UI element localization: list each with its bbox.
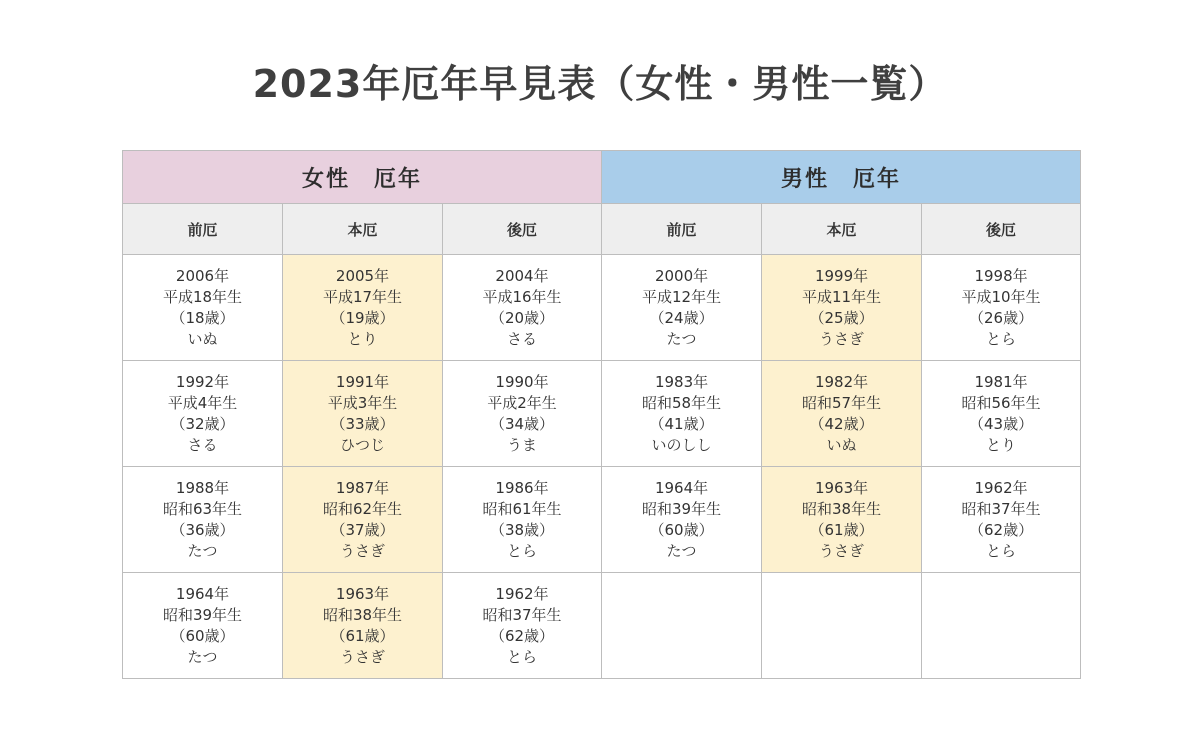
empty-cell: [922, 573, 1081, 679]
cell-era: 昭和63年生: [162, 499, 243, 518]
cell-era: 昭和37年生: [482, 605, 562, 624]
cell-era: 昭和57年生: [801, 393, 882, 412]
cell-age: （20歳）: [489, 308, 555, 327]
cell-zodiac: たつ: [187, 647, 218, 666]
cell-era: 昭和61年生: [482, 499, 562, 518]
female-cell: [123, 573, 283, 679]
cell-age: （61歳）: [809, 520, 874, 539]
female-cell: [283, 573, 443, 679]
cell-era: 平成18年生: [162, 287, 243, 306]
cell-year: 1963年: [814, 478, 869, 497]
cell-era: 昭和38年生: [322, 605, 403, 624]
cell-year: 1986年: [495, 478, 549, 497]
cell-era: 平成16年生: [482, 287, 562, 306]
cell-era: 昭和39年生: [162, 605, 243, 624]
cell-zodiac: とり: [986, 435, 1017, 454]
female-cell: [283, 467, 443, 573]
male-cell: [602, 255, 762, 361]
cell-year: 1998年: [974, 266, 1028, 285]
male-cell: [922, 361, 1081, 467]
cell-zodiac: うま: [507, 435, 538, 454]
cell-zodiac: うさぎ: [819, 329, 865, 348]
cell-age: （43歳）: [969, 414, 1034, 433]
male-group-header: 男性 厄年: [602, 151, 1081, 204]
cell-zodiac: いぬ: [826, 435, 857, 454]
cell-age: （38歳）: [489, 520, 555, 539]
table-row: [123, 361, 1081, 467]
cell-year: 1991年: [335, 372, 390, 391]
cell-zodiac: さる: [507, 329, 538, 348]
cell-age: （60歳）: [170, 626, 235, 645]
cell-age: （60歳）: [649, 520, 714, 539]
cell-era: 平成4年生: [167, 393, 238, 412]
cell-zodiac: とら: [507, 647, 538, 666]
female-maeyaku-header: 前厄: [123, 204, 283, 255]
male-cell: [602, 467, 762, 573]
cell-year: 1964年: [654, 478, 709, 497]
cell-zodiac: とら: [986, 329, 1017, 348]
male-cell: [762, 467, 922, 573]
cell-age: （32歳）: [170, 414, 235, 433]
cell-year: 1964年: [175, 584, 230, 603]
cell-era: 平成10年生: [961, 287, 1041, 306]
cell-age: （62歳）: [489, 626, 555, 645]
cell-zodiac: うさぎ: [339, 541, 385, 560]
cell-era: 平成17年生: [322, 287, 403, 306]
cell-year: 2006年: [175, 266, 230, 285]
cell-year: 2000年: [654, 266, 709, 285]
cell-age: （25歳）: [809, 308, 874, 327]
female-cell: [443, 573, 602, 679]
cell-year: 2004年: [495, 266, 549, 285]
cell-year: 1987年: [335, 478, 390, 497]
cell-age: （24歳）: [649, 308, 714, 327]
empty-cell: [602, 573, 762, 679]
cell-age: （33歳）: [330, 414, 395, 433]
male-cell: [602, 361, 762, 467]
female-honyaku-header: 本厄: [283, 204, 443, 255]
cell-zodiac: とり: [347, 329, 378, 348]
cell-zodiac: さる: [187, 435, 218, 454]
cell-year: 1988年: [175, 478, 230, 497]
table-row: [123, 573, 1081, 679]
cell-age: （26歳）: [969, 308, 1034, 327]
male-cell: [762, 255, 922, 361]
female-cell: [123, 361, 283, 467]
page-title: 2023年厄年早見表（女性・男性一覧）: [252, 62, 948, 106]
cell-age: （18歳）: [170, 308, 235, 327]
male-atoyaku-header: 後厄: [922, 204, 1081, 255]
female-cell: [443, 361, 602, 467]
female-cell: [443, 467, 602, 573]
cell-age: （41歳）: [649, 414, 714, 433]
cell-era: 昭和58年生: [641, 393, 722, 412]
cell-year: 1982年: [814, 372, 869, 391]
cell-zodiac: たつ: [666, 329, 697, 348]
table-row: [123, 467, 1081, 573]
table-body: [123, 255, 1081, 679]
cell-zodiac: とら: [986, 541, 1017, 560]
cell-zodiac: うさぎ: [819, 541, 865, 560]
male-cell: [922, 467, 1081, 573]
cell-era: 昭和37年生: [961, 499, 1041, 518]
cell-zodiac: たつ: [666, 541, 697, 560]
cell-era: 昭和62年生: [322, 499, 403, 518]
cell-year: 1992年: [175, 372, 230, 391]
cell-year: 2005年: [335, 266, 390, 285]
table-row: [123, 255, 1081, 361]
empty-cell: [762, 573, 922, 679]
female-group-header: 女性 厄年: [123, 151, 602, 204]
cell-era: 平成2年生: [487, 393, 557, 412]
cell-year: 1962年: [495, 584, 549, 603]
cell-year: 1990年: [495, 372, 549, 391]
cell-age: （37歳）: [330, 520, 395, 539]
cell-zodiac: とら: [507, 541, 538, 560]
cell-era: 平成12年生: [641, 287, 722, 306]
cell-age: （61歳）: [330, 626, 395, 645]
cell-age: （36歳）: [170, 520, 235, 539]
cell-zodiac: うさぎ: [339, 647, 385, 666]
male-maeyaku-header: 前厄: [602, 204, 762, 255]
cell-year: 1983年: [654, 372, 709, 391]
cell-era: 平成3年生: [327, 393, 398, 412]
cell-age: （34歳）: [489, 414, 555, 433]
cell-era: 昭和39年生: [641, 499, 722, 518]
cell-era: 昭和56年生: [961, 393, 1041, 412]
female-atoyaku-header: 後厄: [443, 204, 602, 255]
cell-age: （42歳）: [809, 414, 874, 433]
male-cell: [922, 255, 1081, 361]
male-honyaku-header: 本厄: [762, 204, 922, 255]
female-cell: [123, 467, 283, 573]
female-cell: [443, 255, 602, 361]
female-cell: [283, 255, 443, 361]
cell-zodiac: ひつじ: [339, 435, 385, 454]
cell-age: （19歳）: [330, 308, 395, 327]
yakudoshi-table: [122, 150, 1081, 679]
cell-year: 1981年: [974, 372, 1028, 391]
cell-era: 平成11年生: [801, 287, 882, 306]
female-cell: [283, 361, 443, 467]
cell-era: 昭和38年生: [801, 499, 882, 518]
cell-zodiac: いのしし: [651, 435, 712, 454]
female-cell: [123, 255, 283, 361]
cell-year: 1962年: [974, 478, 1028, 497]
male-cell: [762, 361, 922, 467]
cell-zodiac: いぬ: [187, 329, 218, 348]
cell-year: 1963年: [335, 584, 390, 603]
cell-zodiac: たつ: [187, 541, 218, 560]
cell-year: 1999年: [814, 266, 869, 285]
cell-age: （62歳）: [969, 520, 1034, 539]
